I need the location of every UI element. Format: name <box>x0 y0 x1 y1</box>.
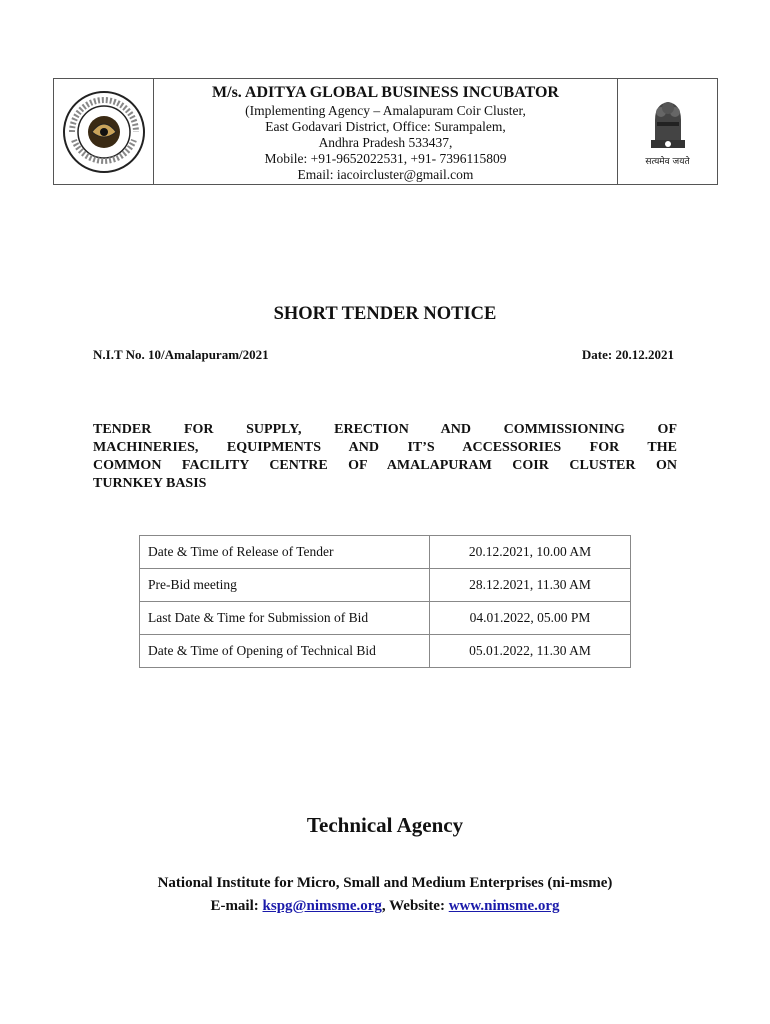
tender-description <box>93 421 677 493</box>
org-line-1: (Implementing Agency – Amalapuram Coir Cluster, <box>245 103 526 118</box>
email-label: E-mail: <box>210 898 263 914</box>
tender-line-4: TURNKEY BASIS <box>93 476 207 491</box>
schedule-label: Date & Time of Opening of Technical Bid <box>140 635 430 668</box>
schedule-table <box>139 535 631 668</box>
national-emblem-icon <box>643 96 693 152</box>
coir-board-logo-icon <box>62 90 146 174</box>
table-row <box>140 569 631 602</box>
schedule-label: Date & Time of Release of Tender <box>140 536 430 569</box>
schedule-label: Pre-Bid meeting <box>140 569 430 602</box>
technical-agency-heading: Technical Agency <box>306 813 464 837</box>
letterhead <box>53 78 718 185</box>
letterhead-text <box>154 79 617 184</box>
table-row <box>140 536 631 569</box>
tender-line-2: MACHINERIES, EQUIPMENTS AND IT’S ACCESSORIES FOR THE <box>93 440 677 455</box>
emblem-motto: सत्यमेव जयते <box>645 157 690 167</box>
notice-title: SHORT TENDER NOTICE <box>273 304 497 324</box>
table-row <box>140 602 631 635</box>
org-name: M/s. ADITYA GLOBAL BUSINESS INCUBATOR <box>212 84 559 101</box>
schedule-value: 20.12.2021, 10.00 AM <box>430 536 631 569</box>
schedule-value: 04.01.2022, 05.00 PM <box>430 602 631 635</box>
org-line-4: Mobile: +91-9652022531, +91- 7396115809 <box>264 151 507 166</box>
schedule-value: 28.12.2021, 11.30 AM <box>430 569 631 602</box>
table-row <box>140 635 631 668</box>
notice-date: Date: 20.12.2021 <box>581 347 674 362</box>
org-line-2: East Godavari District, Office: Surampalem, <box>265 119 506 134</box>
contact-line <box>0 898 770 915</box>
email-link[interactable]: kspg@nimsme.org <box>262 898 382 914</box>
tender-line-1: TENDER FOR SUPPLY, ERECTION AND COMMISSIONING OF <box>93 422 677 437</box>
schedule-label: Last Date & Time for Submission of Bid <box>140 602 430 635</box>
website-link[interactable]: www.nimsme.org <box>448 898 560 914</box>
institute-name: National Institute for Micro, Small and Medium Enterprises (ni-msme) <box>157 875 613 891</box>
nit-number: N.I.T No. 10/Amalapuram/2021 <box>93 347 269 362</box>
website-label: , Website: <box>381 898 449 914</box>
tender-line-3: COMMON FACILITY CENTRE OF AMALAPURAM COIR CLUSTER ON <box>93 458 677 473</box>
left-logo-cell <box>54 79 154 184</box>
right-logo-cell <box>617 79 717 184</box>
org-line-5: Email: iacoircluster@gmail.com <box>297 167 474 182</box>
schedule-value: 05.01.2022, 11.30 AM <box>430 635 631 668</box>
org-line-3: Andhra Pradesh 533437, <box>318 135 453 150</box>
